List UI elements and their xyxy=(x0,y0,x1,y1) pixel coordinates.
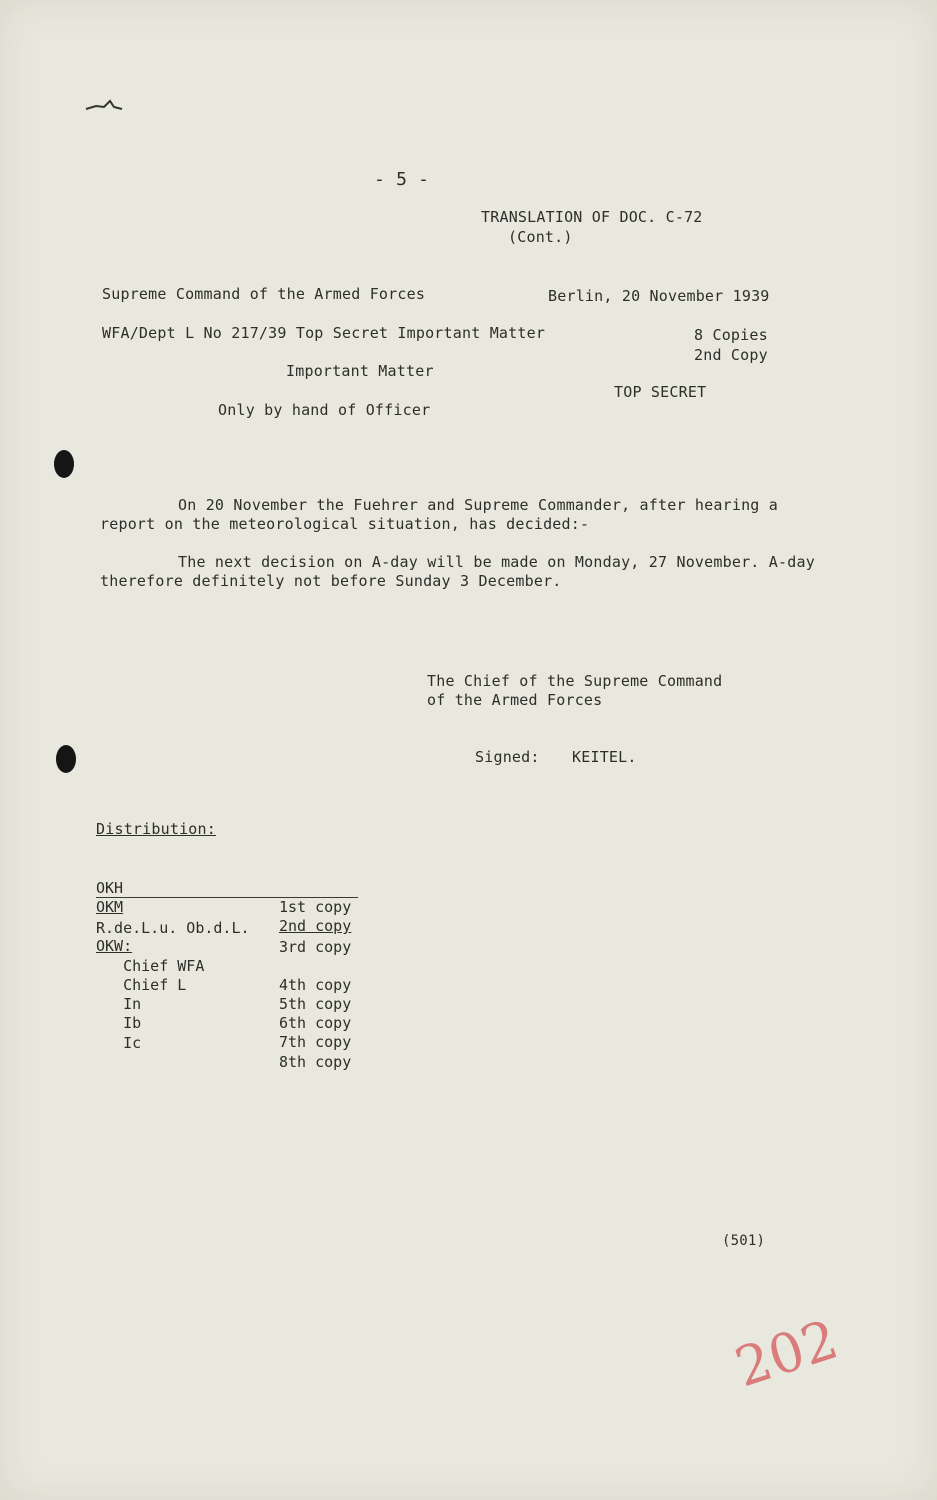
signatory-title: The Chief of the Supreme Command xyxy=(427,672,723,690)
copy-label: 3rd copy xyxy=(279,938,352,956)
reference-number: WFA/Dept L No 217/39 Top Secret Important Matter xyxy=(102,324,546,342)
copies-count: 8 Copies xyxy=(694,326,768,344)
signed-label: Signed: xyxy=(475,748,540,766)
copy-label: 6th copy xyxy=(279,1014,352,1032)
copy-label: 2nd copy xyxy=(279,917,352,935)
body-paragraph: On 20 November the Fuehrer and Supreme Commander, after hearing a report on the meteorological situation, has decided:- xyxy=(100,496,778,533)
copy-label: 1st copy xyxy=(279,898,352,916)
translation-header-cont: (Cont.) xyxy=(508,228,573,246)
recipient: OKM xyxy=(96,898,124,916)
body-paragraph: The next decision on A-day will be made on Monday, 27 November. A-day therefore definitely not before Sunday 3 December. xyxy=(100,553,815,590)
recipient: OKW: xyxy=(96,937,133,955)
important-matter: Important Matter xyxy=(286,362,434,380)
recipient: Ib xyxy=(96,1014,142,1032)
translation-header: TRANSLATION OF DOC. C-72 xyxy=(481,208,703,226)
organization-name: Supreme Command of the Armed Forces xyxy=(102,285,426,303)
punch-hole xyxy=(56,745,76,773)
copy-label: 5th copy xyxy=(279,995,352,1013)
recipient: Chief L xyxy=(96,976,187,994)
handwritten-page-number: 202 xyxy=(727,1307,846,1400)
recipient: R.de.L.u. Ob.d.L. xyxy=(96,919,250,937)
punch-hole xyxy=(54,450,74,478)
copy-label: 4th copy xyxy=(279,976,352,994)
page-code: (501) xyxy=(722,1233,766,1249)
page-number: - 5 - xyxy=(374,169,430,190)
copy-label: 7th copy xyxy=(279,1033,352,1051)
place-date: Berlin, 20 November 1939 xyxy=(548,287,770,305)
pen-mark xyxy=(84,97,128,115)
handling-instruction: Only by hand of Officer xyxy=(218,401,431,419)
copy-label: 8th copy xyxy=(279,1053,352,1071)
signatory-title-cont: of the Armed Forces xyxy=(427,691,603,709)
classification-label: TOP SECRET xyxy=(614,383,707,401)
recipient: OKH xyxy=(96,879,124,897)
distribution-heading: Distribution: xyxy=(96,820,216,838)
recipient: Ic xyxy=(96,1034,142,1052)
signatory-name: KEITEL. xyxy=(572,748,637,766)
divider xyxy=(96,897,358,898)
recipient: Chief WFA xyxy=(96,957,205,975)
recipient: In xyxy=(96,995,142,1013)
copy-number: 2nd Copy xyxy=(694,346,768,364)
